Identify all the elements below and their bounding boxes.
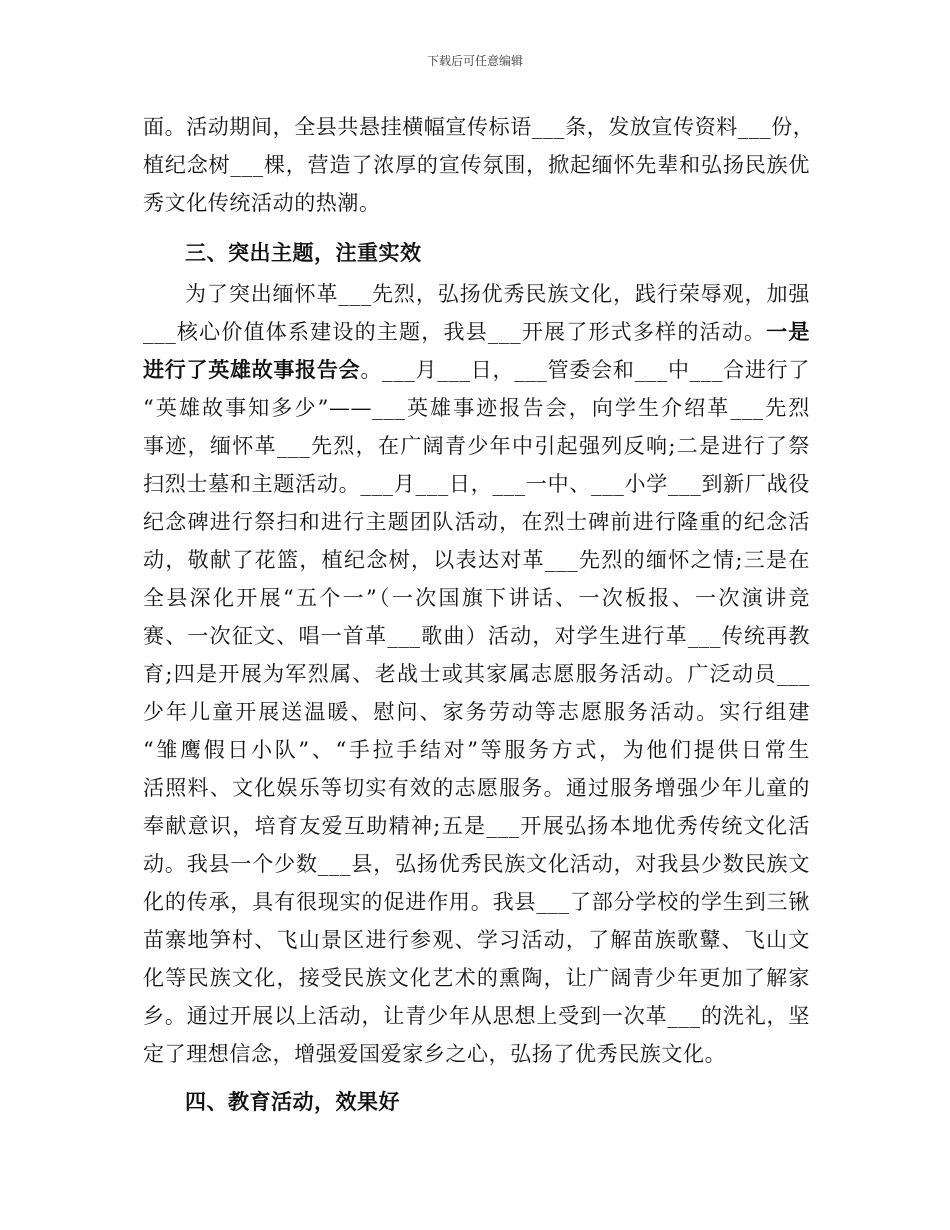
paragraph-line: 化等民族文化，接受民族文化艺术的熏陶，让广阔青少年更加了解家 (143, 966, 810, 990)
paragraph-line: “雏鹰假日小队”、“手拉手结对”等服务方式，为他们提供日常生 (143, 738, 810, 762)
emphasis-text: 一是 (766, 320, 810, 344)
paragraph-line: 秀文化传统活动的热潮。 (143, 191, 381, 215)
page-header: 下载后可任意编辑 (426, 54, 523, 68)
paragraph-line: 扫烈士墓和主题活动。___月___日，___一中、___小学___到新厂战役 (143, 472, 810, 496)
paragraph-line: 动，敬献了花篮，植纪念树，以表达对革___先烈的缅怀之情;三是在 (143, 548, 810, 572)
paragraph-line: 活照料、文化娱乐等切实有效的志愿服务。通过服务增强少年儿童的 (143, 776, 810, 800)
paragraph-line: 化的传承，具有很现实的促进作用。我县___了部分学校的学生到三锹 (143, 890, 810, 914)
section-heading-3: 三、突出主题，注重实效 (185, 241, 422, 265)
emphasis-text: 进行了英雄故事报告会 (143, 358, 361, 382)
paragraph-line: 定了理想信念，增强爱国爱家乡之心，弘扬了优秀民族文化。 (143, 1042, 727, 1066)
document-body (143, 108, 815, 1121)
paragraph-line: 育;四是开展为军烈属、老战士或其家属志愿服务活动。广泛动员___ (143, 662, 810, 686)
paragraph-line: 赛、一次征文、唱一首革___歌曲）活动，对学生进行革___传统再教 (143, 624, 810, 648)
paragraph-line: 动。我县一个少数___县，弘扬优秀民族文化活动，对我县少数民族文 (143, 852, 810, 876)
paragraph-line: 奉献意识，培育友爱互助精神;五是___开展弘扬本地优秀传统文化活 (143, 814, 810, 838)
section-heading-4: 四、教育活动，效果好 (185, 1090, 400, 1114)
paragraph-line: 全县深化开展“五个一”（一次国旗下讲话、一次板报、一次演讲竞 (143, 586, 810, 610)
paragraph-line: 乡。通过开展以上活动，让青少年从思想上受到一次革___的洗礼，坚 (143, 1004, 810, 1028)
paragraph-line: 事迹，缅怀革___先烈，在广阔青少年中引起强列反响;二是进行了祭 (143, 434, 810, 458)
paragraph-line: 植纪念树___棵，营造了浓厚的宣传氛围，掀起缅怀先辈和弘扬民族优 (143, 153, 810, 177)
paragraph-line: 为了突出缅怀革___先烈，弘扬优秀民族文化，践行荣辱观，加强 (185, 282, 810, 306)
paragraph-line: 纪念碑进行祭扫和进行主题团队活动，在烈士碑前进行隆重的纪念活 (143, 510, 810, 534)
paragraph-line (143, 313, 810, 351)
paragraph-line: 面。活动期间，全县共悬挂横幅宣传标语___条，发放宣传资料___份， (143, 115, 815, 139)
paragraph-text: 。___月___日，___管委会和___中___合进行了 (360, 358, 810, 382)
paragraph-line: 苗寨地笋村、飞山景区进行参观、学习活动，了解苗族歌鼙、飞山文 (143, 928, 810, 952)
paragraph-line: “英雄故事知多少”——___英雄事迹报告会，向学生介绍革___先烈 (143, 396, 810, 420)
paragraph-line (143, 351, 810, 389)
paragraph-line: 少年儿童开展送温暖、慰问、家务劳动等志愿服务活动。实行组建 (143, 700, 810, 724)
paragraph-text: ___核心价值体系建设的主题，我县___开展了形式多样的活动。 (143, 320, 767, 344)
